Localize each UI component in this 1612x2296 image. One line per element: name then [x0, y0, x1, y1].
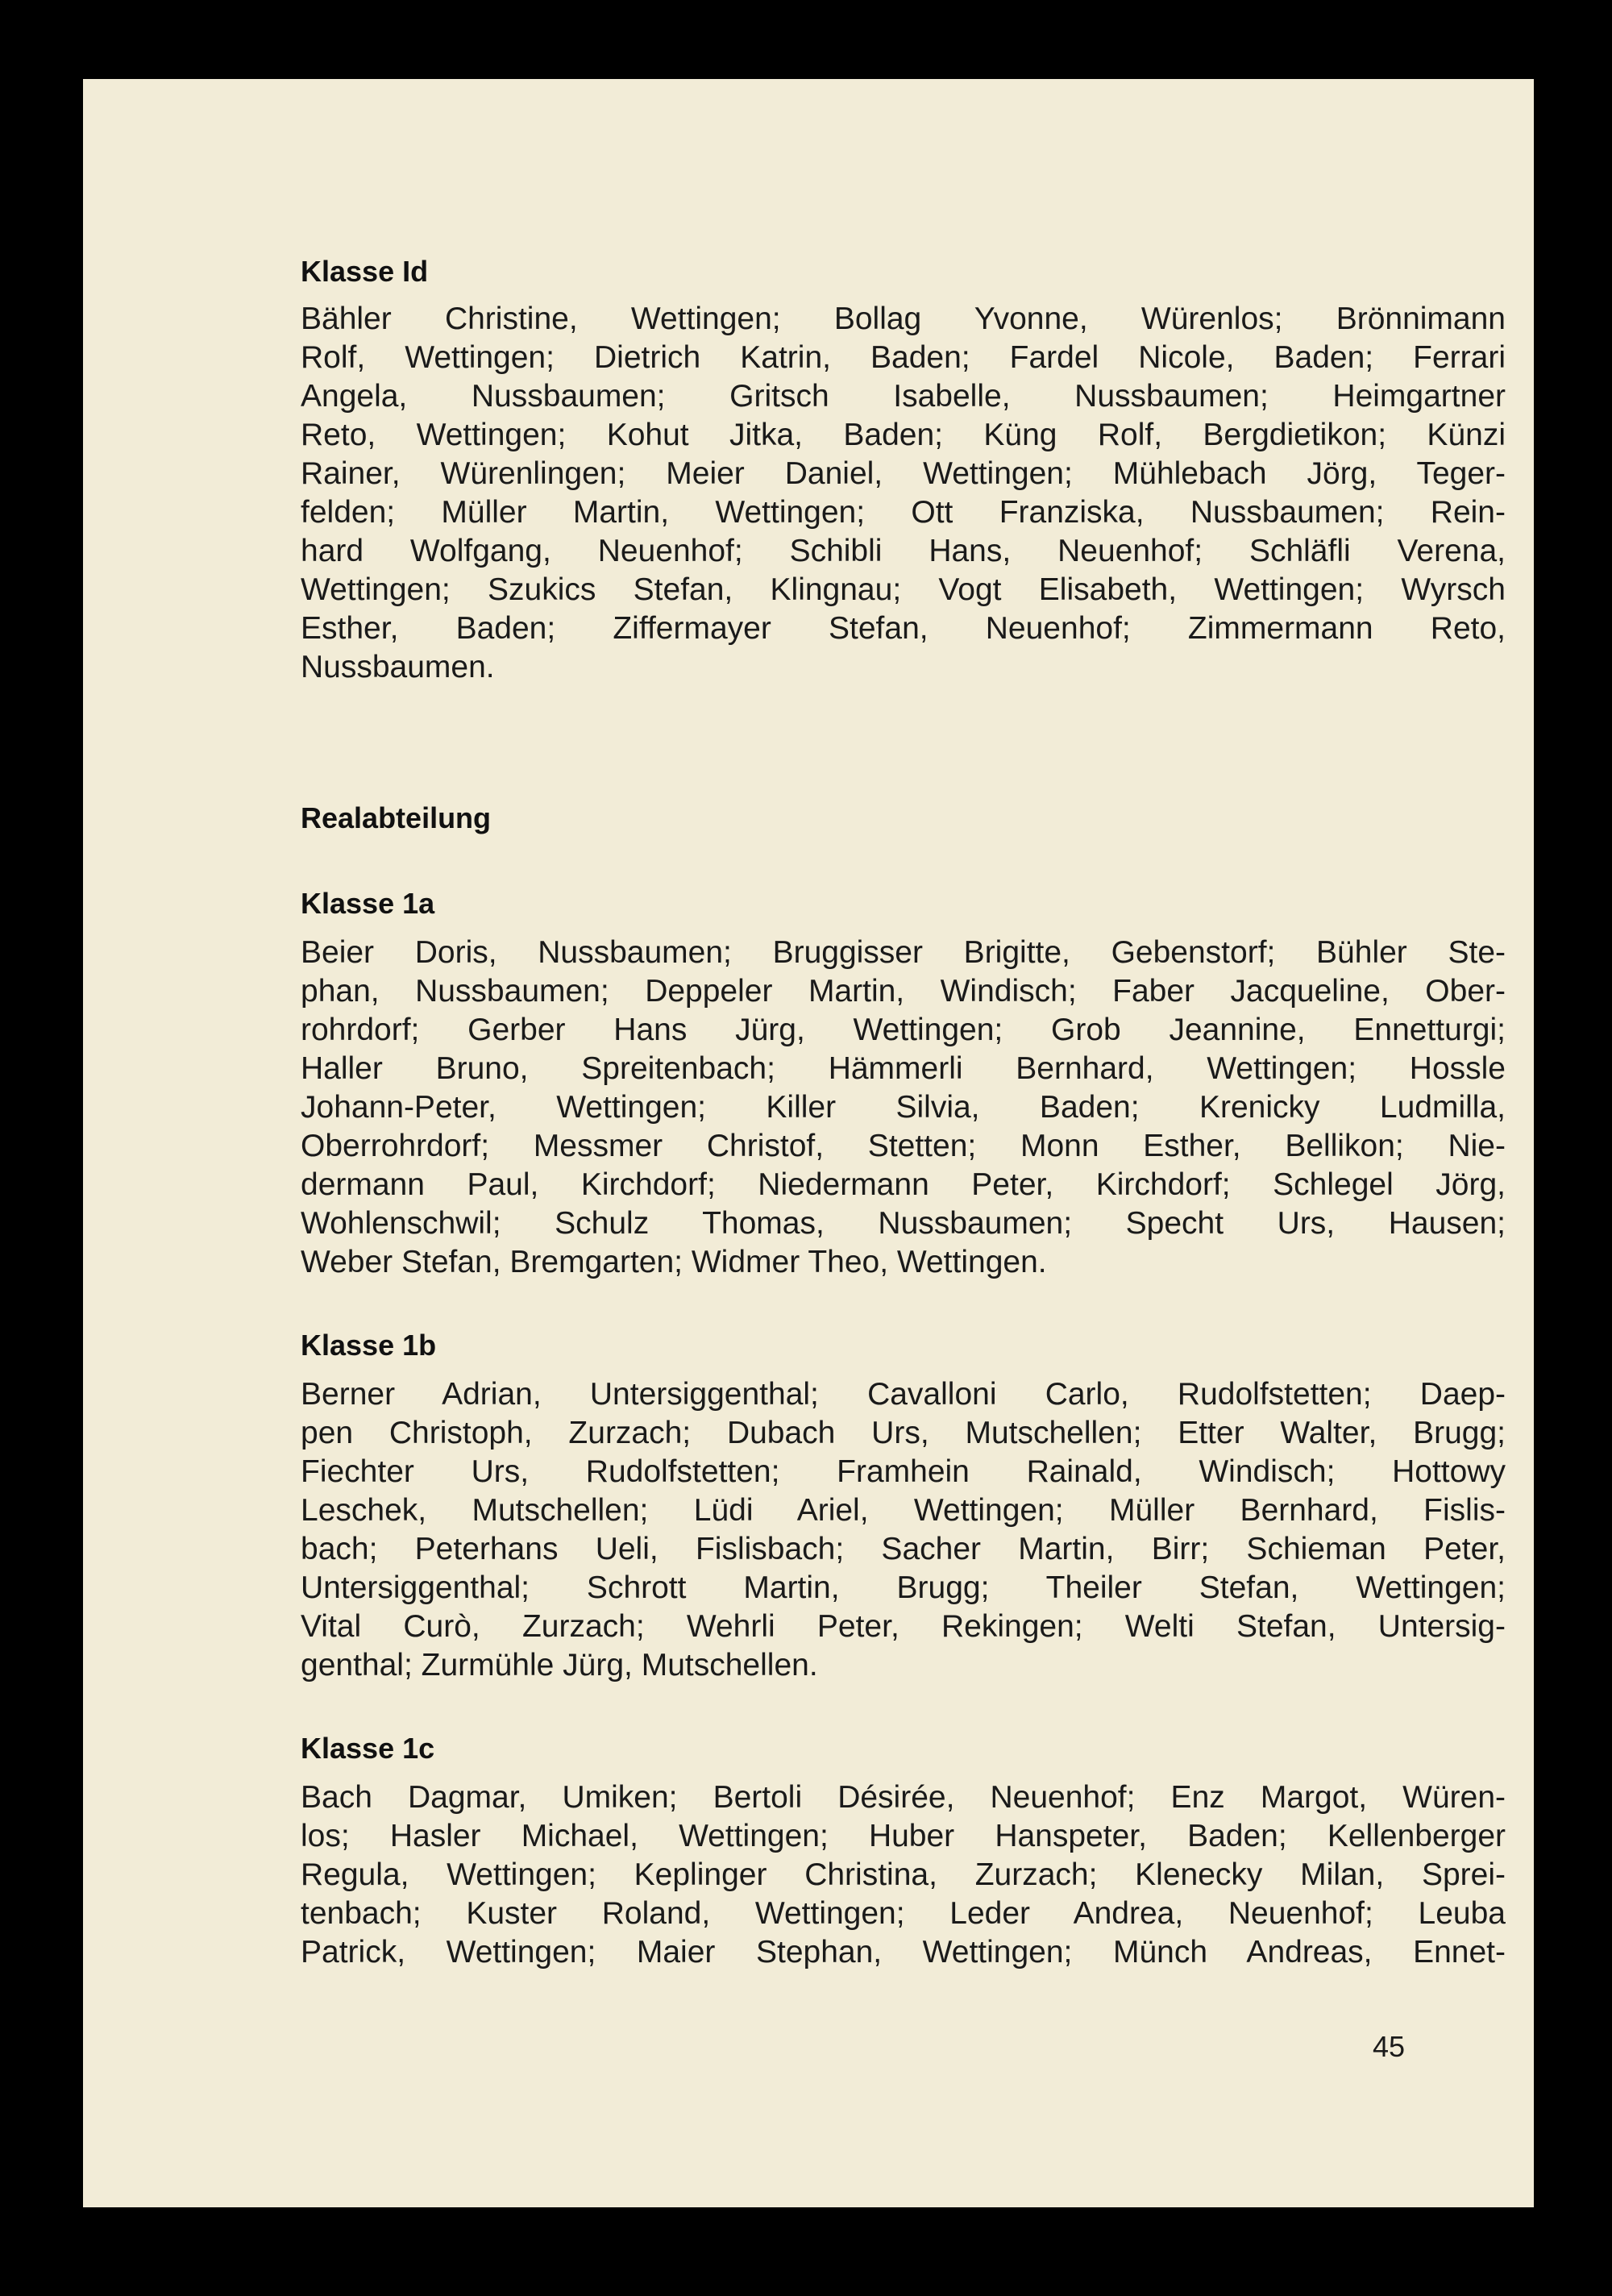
text-line: Angela, Nussbaumen; Gritsch Isabelle, Nussbaumen; Heimgartner — [301, 379, 1506, 414]
section-body-klasse-1a — [301, 934, 1506, 1282]
text-line: Bach Dagmar, Umiken; Bertoli Désirée, Neuenhof; Enz Margot, Würen- — [301, 1780, 1506, 1815]
text-line: Regula, Wettingen; Keplinger Christina, Zurzach; Klenecky Milan, Sprei- — [301, 1857, 1506, 1892]
text-line: Weber Stefan, Bremgarten; Widmer Theo, Wettingen. — [301, 1245, 1047, 1279]
text-line: Oberrohrdorf; Messmer Christof, Stetten; Monn Esther, Bellikon; Nie- — [301, 1129, 1506, 1163]
section-heading-klasse-id: Klasse Id — [301, 255, 429, 288]
text-line: Leschek, Mutschellen; Lüdi Ariel, Wettingen; Müller Bernhard, Fislis- — [301, 1493, 1506, 1528]
section-heading-klasse-1c: Klasse 1c — [301, 1732, 435, 1765]
text-line: Beier Doris, Nussbaumen; Bruggisser Brigitte, Gebenstorf; Bühler Ste- — [301, 935, 1506, 970]
section-body-klasse-id — [301, 300, 1506, 687]
section-body-klasse-1b — [301, 1375, 1506, 1685]
text-line: Wohlenschwil; Schulz Thomas, Nussbaumen; Specht Urs, Hausen; — [301, 1206, 1506, 1241]
text-line: Reto, Wettingen; Kohut Jitka, Baden; Küng Rolf, Bergdietikon; Künzi — [301, 418, 1506, 452]
section-heading-klasse-1b: Klasse 1b — [301, 1329, 437, 1362]
text-line: Berner Adrian, Untersiggenthal; Cavalloni Carlo, Rudolfstetten; Daep- — [301, 1377, 1506, 1412]
text-line: felden; Müller Martin, Wettingen; Ott Franziska, Nussbaumen; Rein- — [301, 495, 1506, 530]
text-line: Vital Curò, Zurzach; Wehrli Peter, Rekingen; Welti Stefan, Untersig- — [301, 1609, 1506, 1644]
text-line: phan, Nussbaumen; Deppeler Martin, Windisch; Faber Jacqueline, Ober- — [301, 974, 1506, 1009]
text-line: dermann Paul, Kirchdorf; Niedermann Peter, Kirchdorf; Schlegel Jörg, — [301, 1167, 1506, 1202]
text-line: Untersiggenthal; Schrott Martin, Brugg; Theiler Stefan, Wettingen; — [301, 1570, 1506, 1605]
text-line: Wettingen; Szukics Stefan, Klingnau; Vogt Elisabeth, Wettingen; Wyrsch — [301, 572, 1506, 607]
text-line: Patrick, Wettingen; Maier Stephan, Wettingen; Münch Andreas, Ennet- — [301, 1935, 1506, 1969]
text-line: hard Wolfgang, Neuenhof; Schibli Hans, Neuenhof; Schläfli Verena, — [301, 534, 1506, 568]
text-line: los; Hasler Michael, Wettingen; Huber Hanspeter, Baden; Kellenberger — [301, 1819, 1506, 1853]
page-number: 45 — [1373, 2030, 1406, 2063]
text-line: Rolf, Wettingen; Dietrich Katrin, Baden; Fardel Nicole, Baden; Ferrari — [301, 340, 1506, 375]
text-line: rohrdorf; Gerber Hans Jürg, Wettingen; Grob Jeannine, Ennetturgi; — [301, 1013, 1506, 1047]
text-line: Nussbaumen. — [301, 650, 495, 684]
text-line: Fiechter Urs, Rudolfstetten; Framhein Rainald, Windisch; Hottowy — [301, 1454, 1506, 1489]
text-line: bach; Peterhans Ueli, Fislisbach; Sacher Martin, Birr; Schieman Peter, — [301, 1532, 1506, 1566]
document-page — [83, 79, 1534, 2207]
section-heading-realabteilung: Realabteilung — [301, 801, 492, 834]
text-line: Johann-Peter, Wettingen; Killer Silvia, Baden; Krenicky Ludmilla, — [301, 1090, 1506, 1125]
text-line: genthal; Zurmühle Jürg, Mutschellen. — [301, 1648, 818, 1682]
section-body-klasse-1c — [301, 1778, 1506, 1972]
text-line: tenbach; Kuster Roland, Wettingen; Leder Andrea, Neuenhof; Leuba — [301, 1896, 1506, 1931]
text-line: Bähler Christine, Wettingen; Bollag Yvonne, Würenlos; Brönnimann — [301, 302, 1506, 336]
section-heading-klasse-1a: Klasse 1a — [301, 887, 435, 920]
text-line: pen Christoph, Zurzach; Dubach Urs, Mutschellen; Etter Walter, Brugg; — [301, 1416, 1506, 1450]
text-line: Rainer, Würenlingen; Meier Daniel, Wettingen; Mühlebach Jörg, Teger- — [301, 456, 1506, 491]
text-line: Esther, Baden; Ziffermayer Stefan, Neuenhof; Zimmermann Reto, — [301, 611, 1506, 646]
text-line: Haller Bruno, Spreitenbach; Hämmerli Bernhard, Wettingen; Hossle — [301, 1051, 1506, 1086]
